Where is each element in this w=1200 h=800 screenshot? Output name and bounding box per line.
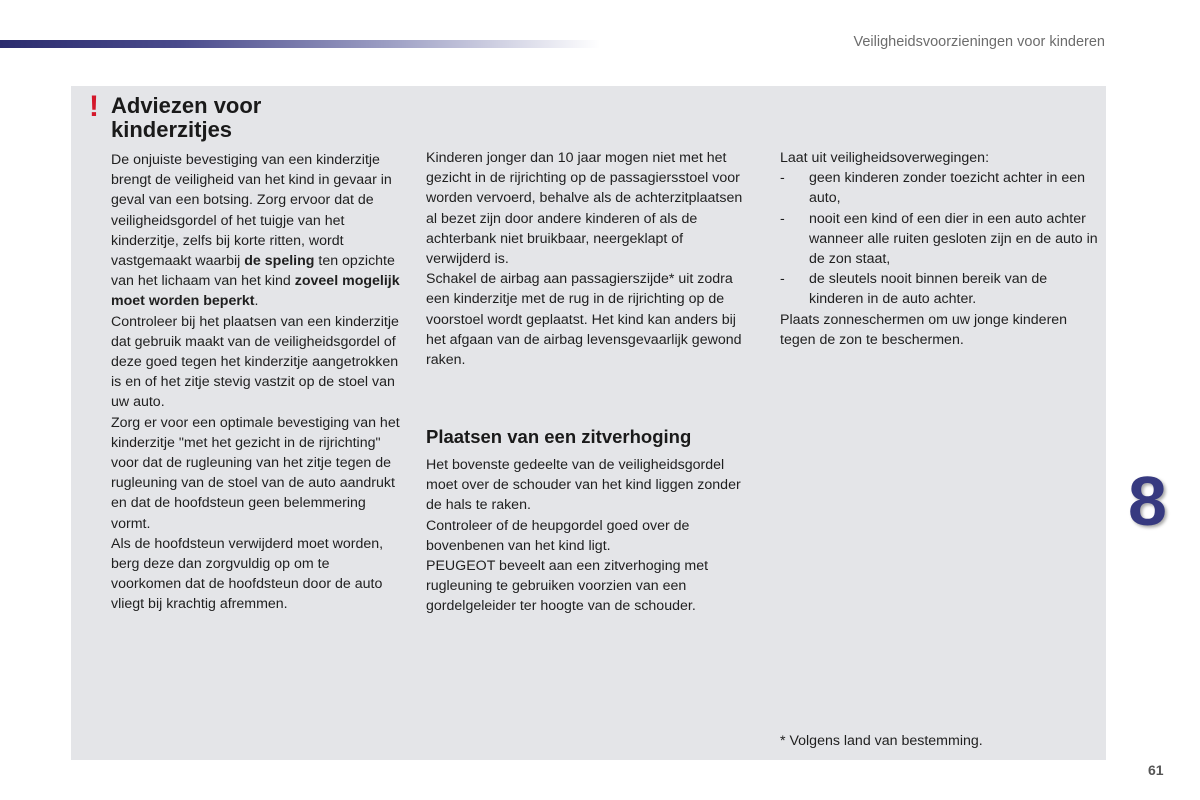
safety-list (780, 168, 1100, 309)
booster-section (426, 455, 746, 617)
chapter-number: 8 (1128, 462, 1167, 540)
footnote: * Volgens land van bestemming. (780, 733, 983, 749)
paragraph-headrest: Als de hoofdsteun verwijderd moet worden, berg deze dan zorgvuldig op om te voorkomen dat de hoofdsteun door de auto vliegt bij krachtig afremmen. (111, 535, 384, 613)
paragraph-forward-facing: Zorg er voor een optimale bevestiging van het kinderzitje "met het gezicht in de rijrichting" voor dat de rugleuning van het zitje tegen de rugleuning van de stoel van de auto aandrukt en dat de hoofdsteun geen belemmering vormt. (111, 414, 400, 532)
advice-column-2 (426, 148, 746, 370)
paragraph-peugeot-recommendation: PEUGEOT beveelt aan een zitverhoging met rugleuning te gebruiken voorzien van een gordelgeleider ter hoogte van de schouder. (426, 558, 709, 615)
page-number: 61 (1148, 762, 1164, 778)
list-item: - de sleutels nooit binnen bereik van de kinderen in de auto achter. (780, 271, 1048, 308)
sunshade-advice: Plaats zonneschermen om uw jonge kinderen tegen de zon te beschermen. (780, 311, 1068, 348)
paragraph-belt-fastening: De onjuiste bevestiging van een kinderzitje brengt de veiligheid van het kind in gevaar in geval van een botsing. Zorg ervoor dat de veiligheidsgordel of het tuigje van het kinderzitje, zelfs bij korte ritten, wordt vastgemaakt waarbij de speling ten opzichte van het lichaam van het kind zoveel mogelijk moet worden beperkt. (111, 152, 400, 310)
advice-heading: Adviezen voor kinderzitjes (111, 93, 262, 142)
paragraph-upper-belt: Het bovenste gedeelte van de veiligheidsgordel moet over de schouder van het kind liggen zonder de hals te raken. (426, 457, 741, 514)
advice-column-1 (111, 150, 401, 615)
list-item: - nooit een kind of een dier in een auto achter wanneer alle ruiten gesloten zijn en de auto in de zon staat, (780, 210, 1098, 268)
paragraph-check-belt: Controleer bij het plaatsen van een kinderzitje dat gebruik maakt van de veiligheidsgordel of deze goed tegen het kinderzitje aangetrokken is en of het zitje stevig vastzit op de stoel van uw auto. (111, 313, 399, 411)
paragraph-lap-belt: Controleer of de heupgordel goed over de bovenbenen van het kind ligt. (426, 517, 690, 554)
booster-heading: Plaatsen van een zitverhoging (426, 426, 692, 447)
section-title: Veiligheidsvoorzieningen voor kinderen (853, 34, 1105, 50)
paragraph-age-rule: Kinderen jonger dan 10 jaar mogen niet met het gezicht in de rijrichting op de passagiersstoel voor worden vervoerd, behalve als de achterzitplaatsen al bezet zijn door andere kinderen of als de achterbank niet bruikbaar, neergeklapt of verwijderd is. (426, 150, 743, 268)
advice-column-3 (780, 148, 1100, 350)
header-gradient-bar (0, 40, 600, 48)
warning-icon: ! (89, 90, 99, 123)
safety-intro: Laat uit veiligheidsoverwegingen: (780, 150, 990, 166)
paragraph-airbag: Schakel de airbag aan passagierszijde* uit zodra een kinderzitje met de rug in de rijrichting op de voorstoel wordt geplaatst. Het kind kan anders bij het afgaan van de airbag levensgevaarlijk gewond raken. (426, 271, 742, 369)
list-item: - geen kinderen zonder toezicht achter in een auto, (780, 170, 1086, 207)
